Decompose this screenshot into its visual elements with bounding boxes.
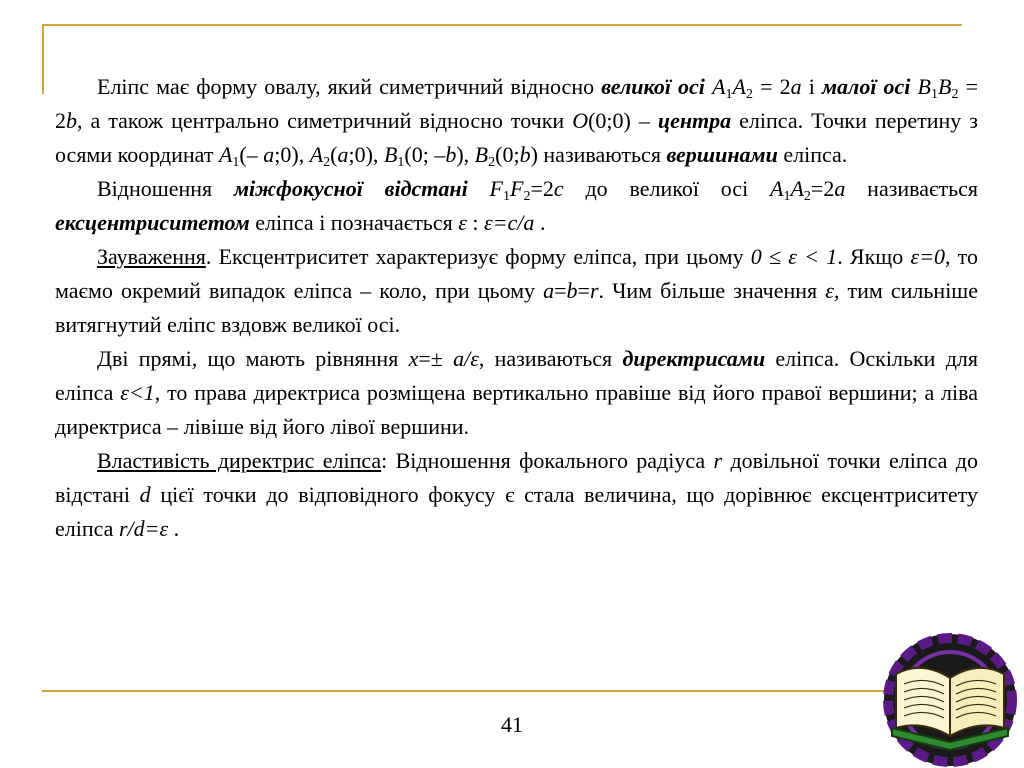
text-run: =2	[530, 176, 554, 201]
text-run: = 2	[752, 74, 791, 99]
text-run: вершинами	[666, 142, 778, 167]
text-run: = 2	[55, 74, 978, 133]
text-run: a	[263, 142, 275, 167]
text-run: b	[445, 142, 457, 167]
text-run: (0; –	[404, 142, 446, 167]
text-run: еліпса і позначається	[249, 210, 459, 235]
paragraph-1	[55, 70, 978, 172]
text-run: b	[566, 278, 578, 303]
text-run: довільної точки еліпса до відстані	[55, 448, 978, 507]
text-run: x	[408, 346, 419, 371]
text-run: r/d=ε	[118, 516, 169, 541]
text-run: ексцентриситетом	[55, 210, 250, 235]
text-run: еліпса. Оскільки для еліпса	[55, 346, 979, 405]
text-run: : Відношення фокального радіуса	[381, 448, 714, 473]
text-run: r	[589, 278, 599, 303]
text-run: A	[218, 142, 233, 167]
text-run: малої осі	[821, 74, 911, 99]
text-run: 2	[951, 87, 959, 102]
text-run: ε	[458, 210, 467, 235]
text-run: Зауваження	[97, 244, 206, 269]
text-run: A	[790, 176, 804, 201]
text-run: r	[713, 448, 723, 473]
text-run: a	[543, 278, 555, 303]
text-run: (–	[239, 142, 264, 167]
text-run: (0;	[495, 142, 520, 167]
text-run: . Чим більше значення	[598, 278, 826, 303]
text-run: 2	[803, 189, 811, 204]
text-run: =2	[810, 176, 835, 201]
text-run: 1	[503, 189, 510, 204]
text-run: цієї точки до відповідного фокусу є стала величина, що дорівнює ексцентриситету еліпса	[55, 482, 978, 541]
text-run: ε<1	[120, 380, 155, 405]
text-run: ;0),	[274, 142, 310, 167]
text-run: 1	[783, 189, 791, 204]
text-run: c	[553, 176, 564, 201]
slide-content	[55, 70, 978, 546]
text-run: , тим сильніше витягнутий еліпс вздовж великої осі.	[55, 278, 979, 337]
text-run: A	[712, 74, 726, 99]
open-book-icon	[874, 624, 1024, 768]
paragraph-5	[55, 444, 978, 546]
text-run	[910, 74, 917, 99]
text-run: a/ε	[453, 346, 479, 371]
text-run: (	[330, 142, 338, 167]
text-run: центра	[657, 108, 732, 133]
text-run: .	[168, 516, 180, 541]
text-run: =±	[418, 346, 454, 371]
text-run: a	[337, 142, 349, 167]
text-run: і	[801, 74, 822, 99]
page-number: 41	[501, 712, 523, 737]
text-run: ;0),	[348, 142, 384, 167]
text-run: . Ексцентриситет характеризує форму еліпса, при цьому	[205, 244, 751, 269]
text-run	[468, 176, 490, 201]
text-run: , називаються	[478, 346, 623, 371]
text-run: 2	[745, 87, 753, 102]
text-run: 1	[397, 155, 405, 170]
text-run: ) називаються	[530, 142, 667, 167]
frame-left-rule	[42, 24, 44, 94]
text-run: , а також центрально симетричний відносно точки	[77, 108, 573, 133]
paragraph-2	[55, 172, 978, 240]
text-run: 2	[523, 189, 531, 204]
text-run: до великої осі	[563, 176, 771, 201]
text-run: O	[572, 108, 589, 133]
text-run: ε=c/a	[484, 210, 535, 235]
text-run: a	[834, 176, 846, 201]
paragraph-3	[55, 240, 978, 342]
text-run: b	[66, 108, 77, 133]
text-run	[705, 74, 712, 99]
book-right-page	[950, 668, 1004, 736]
text-run: міжфокусної відстані	[233, 176, 468, 201]
text-run: ε=0	[910, 244, 945, 269]
text-run: еліпса.	[777, 142, 848, 167]
text-run: B	[938, 74, 952, 99]
text-run: 1	[232, 155, 240, 170]
text-run: a	[790, 74, 802, 99]
text-run: F	[510, 176, 524, 201]
text-run: називається	[845, 176, 979, 201]
text-run: A	[770, 176, 784, 201]
text-run: 1	[931, 87, 938, 102]
text-run: еліпса. Точки перетину з осями координат	[55, 108, 978, 167]
text-run: d	[139, 482, 151, 507]
text-run: 1	[725, 87, 733, 102]
text-run: 2	[488, 155, 496, 170]
text-run: ε	[825, 278, 834, 303]
text-run: 2	[323, 155, 331, 170]
text-run: Дві прямі, що мають рівняння	[97, 346, 409, 371]
text-run: великої осі	[601, 74, 705, 99]
text-run: B	[917, 74, 931, 99]
text-run: Властивість директрис еліпса	[97, 448, 382, 473]
text-run: :	[466, 210, 485, 235]
text-run: , то маємо окремий випадок еліпса – коло, при цьому	[55, 244, 979, 303]
book-left-page	[896, 668, 950, 736]
text-run: =	[577, 278, 590, 303]
text-run: A	[309, 142, 324, 167]
text-run: Еліпс має форму овалу, який симетричний відносно	[97, 74, 602, 99]
text-run: (0;0) –	[588, 108, 658, 133]
text-run: =	[554, 278, 567, 303]
text-run: B	[383, 142, 398, 167]
text-run: 0 ≤ ε < 1	[750, 244, 838, 269]
text-run: Відношення	[97, 176, 234, 201]
text-run: A	[732, 74, 746, 99]
text-run: директрисами	[622, 346, 766, 371]
text-run: , то права директриса розміщена вертикально правіше від його правої вершини; а ліва директриса – лівіше від його лівої вершини.	[55, 380, 978, 439]
paragraph-4	[55, 342, 978, 444]
text-run: B	[474, 142, 489, 167]
text-run: .	[534, 210, 546, 235]
text-run: . Якщо	[837, 244, 911, 269]
frame-top-rule	[42, 24, 962, 26]
frame-bottom-rule	[42, 690, 962, 692]
text-run: F	[489, 176, 503, 201]
text-run: ),	[456, 142, 475, 167]
text-run: b	[519, 142, 531, 167]
